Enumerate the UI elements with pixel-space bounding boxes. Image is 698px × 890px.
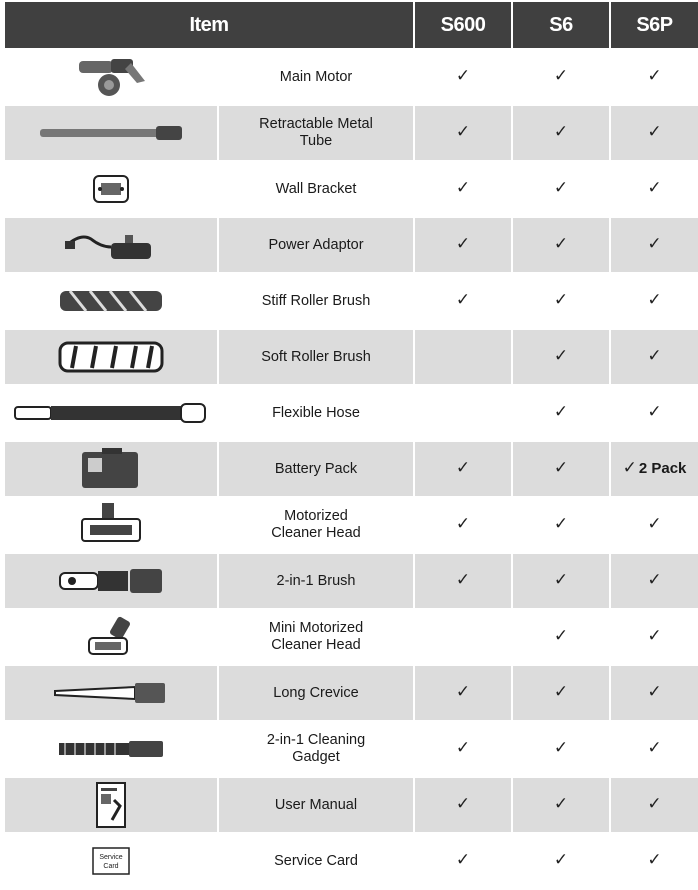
- check-mark: ✓: [455, 570, 471, 590]
- main-motor-icon: [5, 50, 217, 104]
- table-row: [5, 162, 698, 216]
- table-row: [5, 218, 698, 272]
- cell-s6p: [611, 50, 698, 104]
- power-adaptor-icon: [5, 218, 217, 272]
- cleaning-gadget-icon: [5, 722, 217, 776]
- cell-s6: [513, 106, 609, 160]
- accessory-comparison-table: [3, 0, 698, 890]
- cell-s6: [513, 610, 609, 664]
- check-mark: ✓: [553, 626, 569, 646]
- item-name: Power Adaptor: [219, 218, 413, 272]
- mini-motorized-head-icon: [5, 610, 217, 664]
- table-row: [5, 834, 698, 888]
- check-mark: ✓: [647, 626, 662, 646]
- cell-s600: [415, 442, 511, 496]
- cell-s600: [415, 50, 511, 104]
- check-mark: ✓: [647, 850, 662, 870]
- check-mark: ✓: [647, 682, 662, 702]
- cell-s6p: [611, 218, 698, 272]
- check-mark: ✓: [553, 178, 569, 198]
- check-mark: ✓: [455, 122, 471, 142]
- check-mark: ✓: [455, 514, 471, 534]
- item-name: 2-in-1 Cleaning Gadget: [219, 722, 413, 776]
- item-name: Service Card: [219, 834, 413, 888]
- table-row: [5, 554, 698, 608]
- check-mark: ✓: [455, 850, 471, 870]
- cell-s600: [415, 554, 511, 608]
- check-mark: ✓: [647, 346, 662, 366]
- check-mark: ✓: [553, 234, 569, 254]
- check-mark: ✓: [553, 738, 569, 758]
- check-mark: ✓: [553, 850, 569, 870]
- cell-s6: [513, 162, 609, 216]
- item-name: Battery Pack: [219, 442, 413, 496]
- wall-bracket-icon: [5, 162, 217, 216]
- check-mark: ✓: [647, 178, 662, 198]
- check-mark: ✓: [455, 178, 471, 198]
- check-mark: ✓: [553, 66, 569, 86]
- check-mark: ✓: [455, 66, 471, 86]
- cell-s600: [415, 274, 511, 328]
- cell-s6p: [611, 162, 698, 216]
- check-mark: ✓: [647, 234, 662, 254]
- table-row: [5, 666, 698, 720]
- motorized-head-icon: [5, 498, 217, 552]
- check-mark: ✓: [647, 290, 662, 310]
- header-row: [5, 2, 698, 48]
- service-card-icon: [5, 834, 217, 888]
- item-name: Long Crevice: [219, 666, 413, 720]
- check-mark: ✓: [455, 234, 471, 254]
- check-mark: ✓: [455, 794, 471, 814]
- item-name: Soft Roller Brush: [219, 330, 413, 384]
- check-mark: ✓: [647, 738, 662, 758]
- table-row: [5, 386, 698, 440]
- table-row: [5, 442, 698, 496]
- check-mark: ✓: [553, 570, 569, 590]
- battery-pack-icon: [5, 442, 217, 496]
- check-mark: ✓: [455, 458, 471, 478]
- cell-s6p: [611, 834, 698, 888]
- service-card-icon-text-2: Card: [103, 863, 119, 870]
- cell-s6p: [611, 386, 698, 440]
- cell-s600: [415, 386, 511, 440]
- cell-s6: [513, 554, 609, 608]
- service-card-icon-text-1: Service: [99, 854, 123, 861]
- table-row: [5, 778, 698, 832]
- cell-s6: [513, 218, 609, 272]
- cell-s6: [513, 722, 609, 776]
- item-name: Motorized Cleaner Head: [219, 498, 413, 552]
- cell-s600: [415, 722, 511, 776]
- check-mark: ✓: [553, 122, 569, 142]
- check-mark: ✓: [647, 514, 662, 534]
- cell-s600: [415, 162, 511, 216]
- check-mark: ✓: [455, 290, 471, 310]
- item-name: Main Motor: [219, 50, 413, 104]
- cell-s6p: [611, 554, 698, 608]
- check-mark: ✓: [553, 290, 569, 310]
- cell-s6: [513, 666, 609, 720]
- cell-s600: [415, 610, 511, 664]
- table-row: [5, 498, 698, 552]
- cell-s6p: [611, 610, 698, 664]
- cell-s600: [415, 218, 511, 272]
- cell-s600: [415, 330, 511, 384]
- cell-s6p: [611, 666, 698, 720]
- cell-s6p: [611, 498, 698, 552]
- check-mark: ✓: [553, 402, 569, 422]
- cell-s6: [513, 386, 609, 440]
- item-name: Stiff Roller Brush: [219, 274, 413, 328]
- cell-s600: [415, 666, 511, 720]
- item-name: Flexible Hose: [219, 386, 413, 440]
- cell-s6: [513, 498, 609, 552]
- item-name: Retractable Metal Tube: [219, 106, 413, 160]
- item-name: Wall Bracket: [219, 162, 413, 216]
- cell-s600: [415, 778, 511, 832]
- header-item: Item: [5, 2, 413, 48]
- header-s6: S6: [513, 2, 609, 48]
- table-row: [5, 106, 698, 160]
- check-mark: ✓: [622, 458, 637, 478]
- cell-s6p: [611, 722, 698, 776]
- long-crevice-icon: [5, 666, 217, 720]
- cell-s6: [513, 274, 609, 328]
- item-name: User Manual: [219, 778, 413, 832]
- check-mark: ✓: [455, 738, 471, 758]
- cell-s6: [513, 442, 609, 496]
- metal-tube-icon: [5, 106, 217, 160]
- stiff-roller-brush-icon: [5, 274, 217, 328]
- check-mark: ✓: [647, 402, 662, 422]
- header-s6p: S6P: [611, 2, 698, 48]
- cell-s6p: [611, 442, 698, 496]
- item-name: 2-in-1 Brush: [219, 554, 413, 608]
- check-mark: ✓: [553, 346, 569, 366]
- cell-s6: [513, 834, 609, 888]
- flexible-hose-icon: [5, 386, 217, 440]
- cell-s6p: [611, 778, 698, 832]
- header-s600: S600: [415, 2, 511, 48]
- table-row: [5, 610, 698, 664]
- cell-s6: [513, 778, 609, 832]
- check-mark: ✓: [553, 514, 569, 534]
- cell-s6p: [611, 330, 698, 384]
- two-in-one-brush-icon: [5, 554, 217, 608]
- check-mark: ✓: [647, 570, 662, 590]
- check-mark: ✓: [647, 122, 662, 142]
- table-row: [5, 722, 698, 776]
- cell-s600: [415, 498, 511, 552]
- check-mark: ✓: [553, 794, 569, 814]
- soft-roller-brush-icon: [5, 330, 217, 384]
- item-name: Mini Motorized Cleaner Head: [219, 610, 413, 664]
- table-row: [5, 330, 698, 384]
- table-row: [5, 274, 698, 328]
- cell-s6: [513, 330, 609, 384]
- cell-s6: [513, 50, 609, 104]
- user-manual-icon: [5, 778, 217, 832]
- check-mark: ✓: [647, 66, 662, 86]
- check-mark: ✓: [553, 682, 569, 702]
- pack-note: 2 Pack: [638, 460, 687, 477]
- cell-s600: [415, 106, 511, 160]
- table-row: [5, 50, 698, 104]
- cell-s6p: [611, 274, 698, 328]
- check-mark: ✓: [553, 458, 569, 478]
- cell-s600: [415, 834, 511, 888]
- cell-s6p: [611, 106, 698, 160]
- check-mark: ✓: [455, 682, 471, 702]
- check-mark: ✓: [647, 794, 662, 814]
